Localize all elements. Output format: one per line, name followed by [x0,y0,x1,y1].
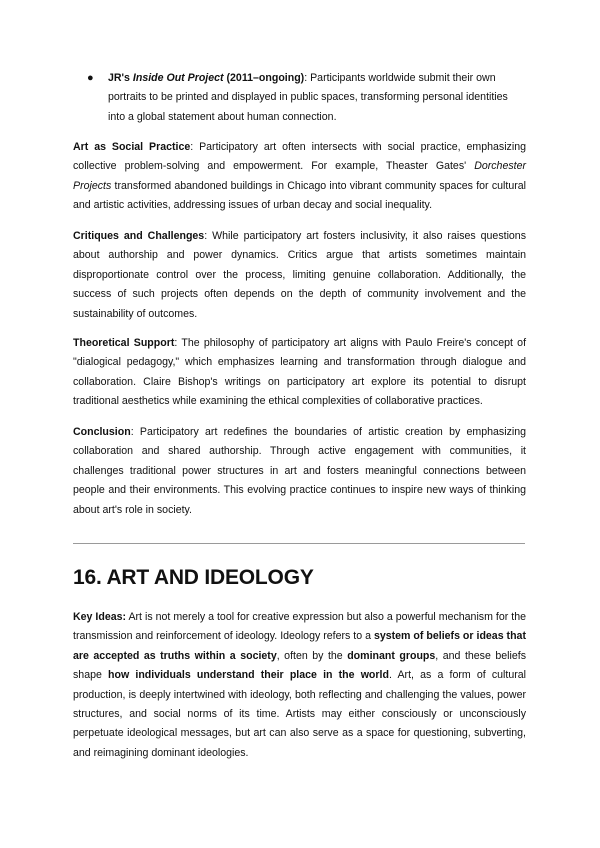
conclusion-label: Conclusion [73,426,131,438]
art-social-text-1: : Participatory art often intersects with social practice, emphasizing collective problem-solving and empowerment. For example, Theaster Gates' [73,141,526,173]
bullet-colon: : [304,72,308,84]
key-ideas-bold-3: how individuals understand their place in the world [108,669,389,682]
bullet-marker: ● [87,72,94,84]
art-social-label: Art as Social Practice [73,141,191,153]
key-ideas-text-2: , often by the [276,649,348,662]
paragraph-conclusion [73,423,526,520]
paragraph-critiques [73,227,526,324]
bullet-name: JR's [108,72,133,84]
key-ideas-bold-2: dominant groups [347,649,436,662]
critiques-text: : While participatory art fosters inclusivity, it also raises questions about authorship and power dynamics. Critics argue that artists sometimes maintain disproportionate control over the process, limiting genuine collaboration. Additionally, the success of such projects often depends on the depth of community involvement and the sustainability of outcomes. [73,230,526,320]
key-ideas-text-4: . Art, as a form of cultural production, is deeply intertwined with ideology, both reflecting and challenging the values, power structures, and social norms of its time. Artists may either consciously or unconsciously perpetuate ideological messages, but art can also serve as a space for questioning, subverting, and reimagining dominant ideologies. [73,669,526,759]
art-social-italic: Dorchester Projects [73,160,526,192]
bullet-project-title: Inside Out Project [132,72,224,84]
conclusion-text: : Participatory art redefines the boundaries of artistic creation by emphasizing collaboration and shared authorship. Through active engagement with communities, it challenges traditional power structures in art and fosters meaningful connections between people and their environments. This evolving practice continues to inspire new ways of thinking about art's role in society. [73,426,526,516]
paragraph-art-social-practice [73,138,526,216]
critiques-label: Critiques and Challenges [73,230,205,242]
key-ideas-text-1: Art is not merely a tool for creative expression but also a powerful mechanism for the transmission and reinforcement of ideology. Ideology refers to a [73,611,526,643]
bullet-text: Participants worldwide submit their own portraits to be printed and displayed in public spaces, transforming personal identities into a global statement about human connection. [108,72,508,123]
theory-text: : The philosophy of participatory art aligns with Paulo Freire's concept of "dialogical pedagogy," which emphasizes learning and transformation through dialogue and collaboration. Claire Bishop's writings on participatory art explore its potential to disrupt traditional aesthetics while examining the ethical complexities of collaborative practices. [73,337,527,408]
key-ideas-label: Key Ideas: [73,611,127,623]
section-heading: 16. ART AND IDEOLOGY [73,566,314,589]
key-ideas-text-3: , and these beliefs shape [73,649,526,682]
key-ideas-bold-1: system of beliefs or ideas that are accepted as truths within a society [73,630,526,662]
paragraph-theoretical-support [73,334,526,412]
paragraph-key-ideas [73,608,526,763]
section-divider [73,543,525,544]
theory-label: Theoretical Support [73,337,175,349]
art-social-text-2: transformed abandoned buildings in Chicago into vibrant community spaces for cultural and artistic activities, addressing issues of urban decay and social inequality. [73,179,526,212]
bullet-item-inside-out [108,69,526,127]
bullet-years: (2011–ongoing) [223,72,305,84]
